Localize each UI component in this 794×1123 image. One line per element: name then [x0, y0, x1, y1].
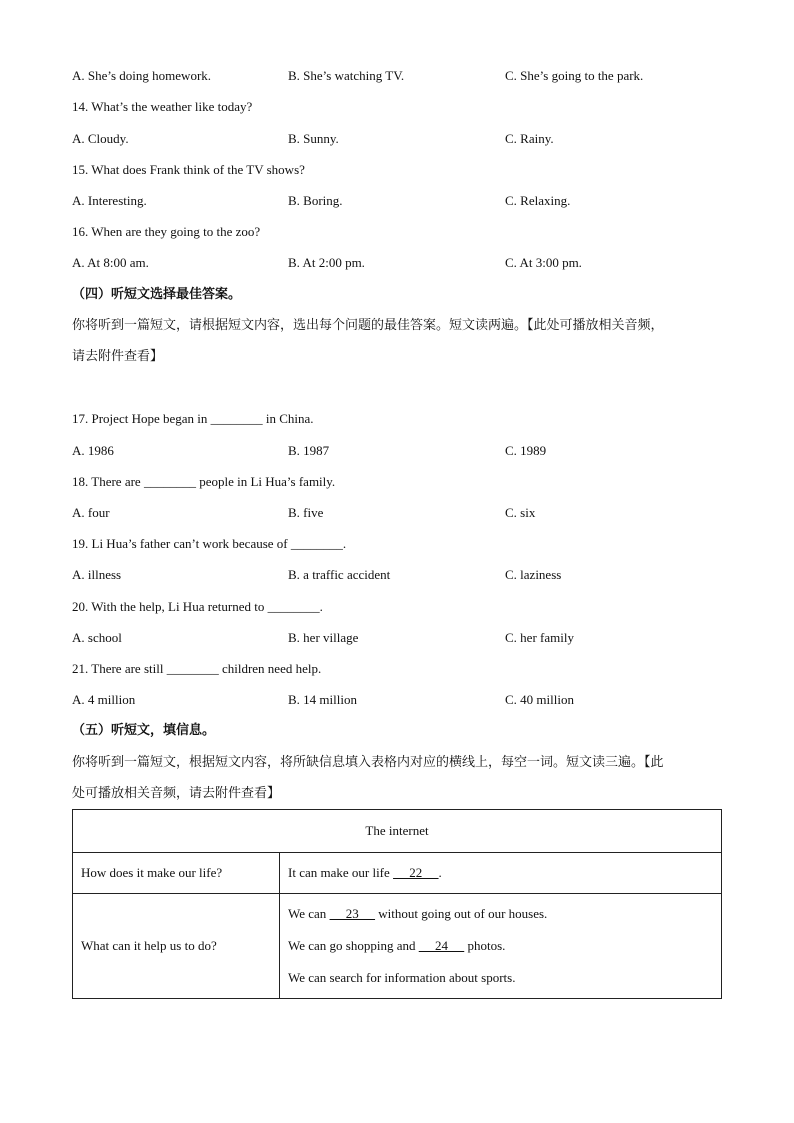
q15-stem: 15. What does Frank think of the TV shows?: [72, 162, 305, 177]
table-row2-line2-suffix: photos.: [464, 938, 506, 953]
section4-instructions-line2: 请去附件查看】: [72, 349, 164, 364]
table-row1-prefix: It can make our life: [288, 865, 394, 880]
q20-option-b: B. her village: [288, 630, 359, 645]
q20-option-c: C. her family: [505, 630, 574, 645]
section5-instructions-line1: 你将听到一篇短文，根据短文内容，将所缺信息填入表格内对应的横线上，每空一词。短文读三遍。【此: [72, 755, 664, 770]
q16-option-a: A. At 8:00 am.: [72, 255, 149, 270]
q17-stem: 17. Project Hope began in ________ in China.: [72, 411, 314, 426]
q21-stem: 21. There are still ________ children need help.: [72, 661, 322, 676]
q16-option-c: C. At 3:00 pm.: [505, 255, 582, 270]
q13-option-c: C. She’s going to the park.: [505, 68, 644, 83]
table-row2-line1-prefix: We can: [288, 906, 330, 921]
table-row2-line1: [288, 898, 713, 930]
section4-heading: （四）听短文选择最佳答案。: [72, 287, 242, 302]
section4-instructions-line1: 你将听到一篇短文，请根据短文内容，选出每个问题的最佳答案。短文读两遍。【此处可播放相关音频，: [72, 318, 664, 333]
table-row1-answer: [280, 853, 722, 894]
q18-stem: 18. There are ________ people in Li Hua’s family.: [72, 474, 336, 489]
q17-option-b: B. 1987: [288, 443, 330, 458]
q14-option-a: A. Cloudy.: [72, 131, 129, 146]
q13-option-a: A. She’s doing homework.: [72, 68, 212, 83]
table-row2-answer: [280, 894, 722, 999]
q19-option-b: B. a traffic accident: [288, 567, 391, 582]
q17-option-a: A. 1986: [72, 443, 114, 458]
q14-option-b: B. Sunny.: [288, 131, 339, 146]
table-row1-suffix: .: [438, 865, 442, 880]
blank-22[interactable]: 22: [393, 865, 439, 880]
q14-option-c: C. Rainy.: [505, 131, 554, 146]
q20-stem: 20. With the help, Li Hua returned to ________.: [72, 599, 323, 614]
section5-instructions-line2: 处可播放相关音频，请去附件查看】: [72, 786, 281, 801]
q14-stem: 14. What’s the weather like today?: [72, 99, 253, 114]
table-row1-question: How does it make our life?: [73, 853, 280, 894]
q18-option-c: C. six: [505, 505, 536, 520]
q15-option-c: C. Relaxing.: [505, 193, 571, 208]
q21-option-b: B. 14 million: [288, 692, 357, 707]
q20-option-a: A. school: [72, 630, 122, 645]
q16-option-b: B. At 2:00 pm.: [288, 255, 365, 270]
q15-option-a: A. Interesting.: [72, 193, 147, 208]
table-row2-line3: We can search for information about sports.: [288, 970, 516, 985]
table-row2-line2: [288, 930, 713, 962]
blank-24[interactable]: 24: [418, 938, 465, 953]
blank-23[interactable]: 23: [329, 906, 376, 921]
q18-option-b: B. five: [288, 505, 324, 520]
q18-option-a: A. four: [72, 505, 110, 520]
section5-heading: （五）听短文，填信息。: [72, 723, 216, 738]
q19-option-a: A. illness: [72, 567, 122, 582]
q16-stem: 16. When are they going to the zoo?: [72, 224, 261, 239]
table-row2-line1-suffix: without going out of our houses.: [375, 906, 548, 921]
q21-option-c: C. 40 million: [505, 692, 574, 707]
q19-option-c: C. laziness: [505, 567, 562, 582]
q13-option-b: B. She’s watching TV.: [288, 68, 405, 83]
q17-option-c: C. 1989: [505, 443, 547, 458]
table-row2-line2-prefix: We can go shopping and: [288, 938, 419, 953]
q19-stem: 19. Li Hua’s father can’t work because of ________.: [72, 536, 347, 551]
info-table: [72, 809, 722, 999]
q15-option-b: B. Boring.: [288, 193, 343, 208]
table-row2-question: What can it help us to do?: [73, 894, 280, 999]
table-title: The internet: [73, 810, 722, 853]
q21-option-a: A. 4 million: [72, 692, 136, 707]
